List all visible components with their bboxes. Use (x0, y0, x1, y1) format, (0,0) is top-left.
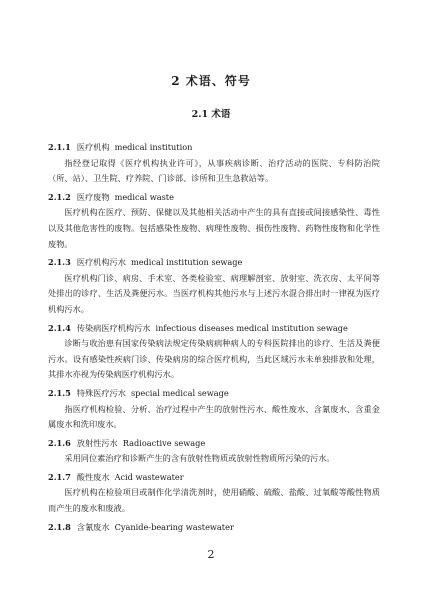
term-2-1-4 (48, 321, 380, 383)
term-chinese: 含氰废水 (76, 521, 110, 532)
term-2-1-3 (48, 255, 380, 317)
term-2-1-1 (48, 140, 380, 187)
term-number: 2.1.3 (48, 257, 71, 268)
term-definition: 医疗机构在医疗、预防、保健以及其他相关活动中产生的具有直接或间接感染性、毒性以及其他危害性的废物。包括感染性废物、病理性废物、损伤性废物、药物性废物和化学性废物。 (48, 207, 380, 249)
term-heading (48, 140, 380, 156)
term-heading (48, 520, 380, 536)
term-english: medical institution sewage (130, 257, 243, 268)
term-number: 2.1.4 (48, 322, 71, 333)
term-english: special medical sewage (130, 387, 229, 398)
term-english: Cyanide-bearing wastewater (114, 521, 234, 532)
terms-list (48, 137, 380, 535)
term-heading (48, 436, 380, 452)
page-number: 2 (207, 548, 215, 561)
term-2-1-6 (48, 436, 380, 467)
term-english: medical institution (114, 142, 193, 152)
term-heading (48, 255, 380, 271)
term-definition: 医疗机构在检验项目或制作化学清洗剂时，使用硝酸、硫酸、盐酸、过氧酸等酸性物质而产生的废水和废液。 (48, 487, 380, 514)
term-chinese: 医疗机构污水 (76, 257, 126, 268)
term-definition: 诊断与收治患有国家传染病法规定传染病病种病人的专科医院排出的诊疗、生活及粪便污水。设有感染性疾病门诊、传染病房的综合医疗机构，当此区域污水未单独排放和处理，其排水亦视为传染病医疗机构污水。 (48, 338, 380, 380)
term-heading (48, 190, 380, 206)
term-number: 2.1.5 (48, 387, 71, 398)
term-definition: 指医疗机构检验、分析、治疗过程中产生的放射性污水、酸性废水、含氰废水、含重金属废水和洗印废水。 (48, 403, 380, 430)
term-2-1-8 (48, 520, 380, 536)
term-number: 2.1.6 (48, 437, 71, 448)
term-chinese: 医疗机构 (76, 142, 110, 152)
term-number: 2.1.1 (48, 142, 71, 152)
term-chinese: 传染病医疗机构污水 (76, 322, 151, 333)
term-english: Acid wastewater (114, 471, 184, 482)
term-number: 2.1.8 (48, 521, 71, 532)
term-number: 2.1.7 (48, 471, 71, 482)
chapter-title: 2 术语、符号 (171, 74, 251, 88)
term-chinese: 酸性废水 (76, 471, 110, 482)
term-chinese: 放射性污水 (76, 437, 118, 448)
term-english: Radioactive sewage (122, 437, 206, 448)
term-2-1-2 (48, 190, 380, 252)
term-chinese: 特殊医疗污水 (76, 387, 126, 398)
term-english: medical waste (114, 191, 174, 202)
term-number: 2.1.2 (48, 191, 71, 202)
term-definition: 医疗机构门诊、病房、手术室、各类检验室、病理解剖室、放射室、洗衣房、太平间等处排出的诊疗、生活及粪便污水。当医疗机构其他污水与上述污水混合排出时一律视为医疗机构污水。 (48, 272, 380, 314)
section-title: 2.1 术语 (191, 109, 231, 120)
term-english: infectious diseases medical institution sewage (155, 322, 348, 333)
term-2-1-5 (48, 386, 380, 433)
term-definition: 指经登记取得《医疗机构执业许可》，从事疾病诊断、治疗活动的医院、专科防治院（所、站）、卫生院、疗养院、门诊部、诊所和卫生急救站等。 (48, 157, 380, 184)
term-definition: 采用同位素治疗和诊断产生的含有放射性物质或放射性物质所污染的污水。 (64, 453, 335, 464)
term-chinese: 医疗废物 (76, 191, 110, 202)
term-heading (48, 386, 380, 402)
term-heading (48, 470, 380, 486)
term-2-1-7 (48, 470, 380, 517)
term-heading (48, 321, 380, 337)
